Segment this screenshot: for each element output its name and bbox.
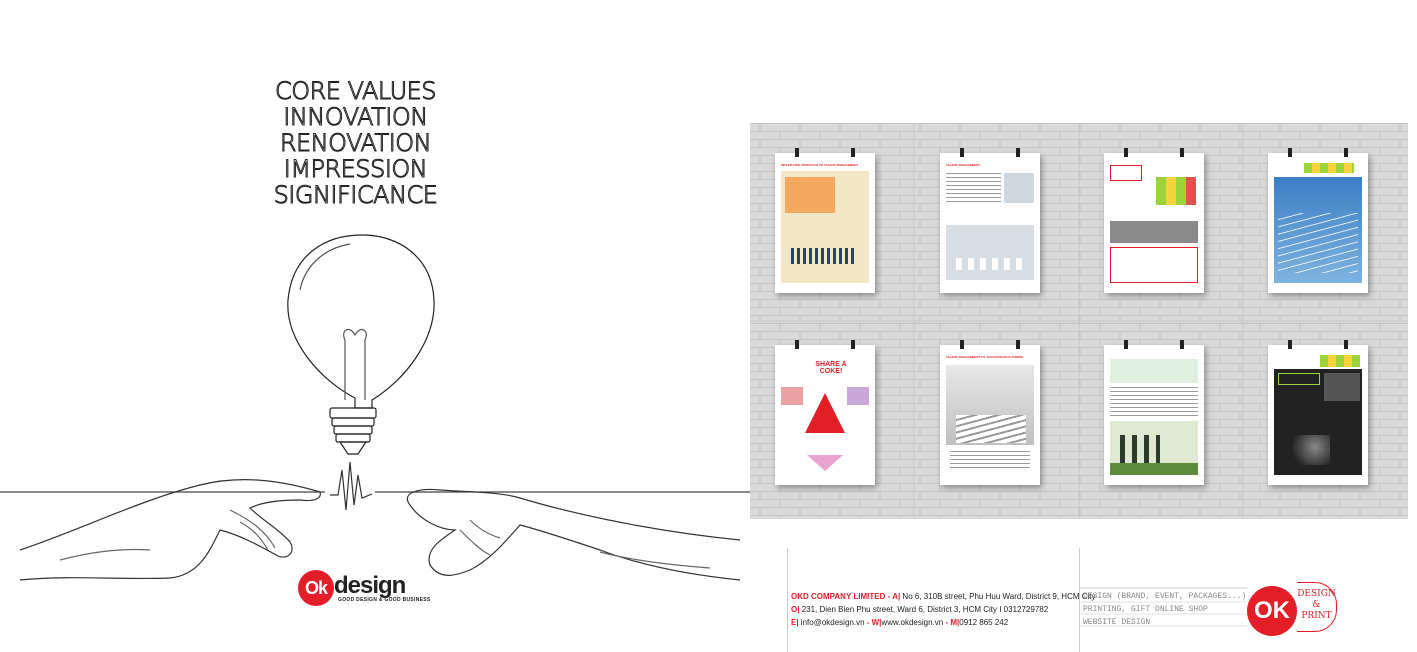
poster-graphic [847, 387, 869, 405]
service-item: WEBSITE DESIGN [1083, 618, 1151, 627]
poster-title: TALENT MANAGEMENT VS. SUCCESSION PLANNING [946, 355, 1024, 359]
clip-icon [960, 340, 964, 349]
left-hand [20, 480, 320, 580]
poster-2[interactable] [940, 153, 1040, 293]
poster-1[interactable] [775, 153, 875, 293]
badge-line: PRINT [1301, 611, 1332, 621]
clip-icon [1016, 340, 1020, 349]
clip-icon [960, 148, 964, 157]
company-line [791, 592, 1096, 601]
poster-graphic [1110, 463, 1198, 475]
poster-graphic [956, 258, 1026, 270]
clip-icon [851, 340, 855, 349]
logo-wordmark: design [334, 572, 406, 599]
clip-icon [1124, 148, 1128, 157]
poster-graphic [1110, 165, 1142, 181]
office-line [791, 605, 1048, 614]
contact-footer [787, 548, 1347, 652]
poster-graphic [1120, 435, 1160, 465]
poster-5[interactable] [775, 345, 875, 485]
poster-graphic [805, 393, 845, 433]
office-address: 231, Dien Bien Phu street, Ward 6, District 3, HCM City I 0312729782 [799, 605, 1049, 614]
ok-logo-badge: OK [1247, 586, 1297, 636]
logo-tagline: GOOD DESIGN & GOOD BUSINESS [338, 597, 431, 603]
web-label: - W| [864, 618, 882, 627]
value-line: INNOVATION [283, 103, 428, 131]
poster-4[interactable] [1268, 153, 1368, 293]
poster-graphic [807, 455, 843, 471]
poster-graphic [956, 415, 1026, 443]
mobile-label: - M| [943, 618, 960, 627]
poster-graphic [1110, 247, 1198, 283]
design-print-badge [1297, 582, 1337, 632]
badge-line: & [1312, 600, 1321, 610]
clip-icon [1016, 148, 1020, 157]
poster-graphic [1110, 221, 1198, 243]
poster-wall [750, 123, 1408, 519]
core-values [258, 78, 453, 208]
poster-graphic [785, 177, 835, 213]
clip-icon [1288, 340, 1292, 349]
poster-graphic [1278, 213, 1358, 273]
poster-graphic [946, 225, 1034, 280]
poster-6[interactable] [940, 345, 1040, 485]
address: No 6, 310B street, Phu Huu Ward, District 9, HCM City [900, 592, 1096, 601]
poster-title: SHARE A COKE! [815, 361, 847, 375]
poster-graphic [1304, 163, 1354, 173]
poster-graphic [1156, 177, 1196, 205]
logo-ok-mark: Ok [298, 570, 334, 606]
poster-8[interactable] [1268, 345, 1368, 485]
lightbulb-icon [288, 235, 434, 408]
badge-line: DESIGN [1297, 589, 1336, 599]
poster-graphic [1110, 387, 1198, 417]
clip-icon [1180, 148, 1184, 157]
clip-icon [1344, 148, 1348, 157]
email-label: E| [791, 618, 799, 627]
address-label: - A| [885, 592, 901, 601]
poster-graphic [1280, 435, 1330, 465]
value-line: IMPRESSION [283, 155, 428, 183]
poster-title: INTEGRATED APPROACH TO TALENT MANAGEMENT [781, 163, 859, 167]
poster-graphic [791, 248, 856, 264]
value-line: CORE VALUES [274, 77, 437, 105]
service-item: PRINTING, GIFT ONLINE SHOP [1083, 605, 1208, 614]
poster-graphic [1004, 173, 1034, 203]
poster-graphic [1324, 373, 1360, 401]
value-line: RENOVATION [279, 129, 432, 157]
clip-icon [1124, 340, 1128, 349]
clip-icon [1344, 340, 1348, 349]
website-link[interactable]: www.okdesign.vn [881, 618, 944, 627]
clip-icon [851, 148, 855, 157]
poster-graphic [1110, 359, 1198, 383]
poster-graphic [1320, 355, 1360, 367]
value-line: SIGNIFICANCE [273, 181, 438, 209]
poster-graphic [950, 451, 1030, 471]
clip-icon [795, 340, 799, 349]
email-link[interactable]: info@okdesign.vn [798, 618, 865, 627]
clip-icon [795, 148, 799, 157]
poster-title: TALENT MANAGEMENT [946, 163, 981, 167]
poster-7[interactable] [1104, 345, 1204, 485]
poster-3[interactable] [1104, 153, 1204, 293]
office-label: O| [791, 605, 800, 614]
clip-icon [1288, 148, 1292, 157]
mobile-number: 0912 865 242 [959, 618, 1009, 627]
contact-line [791, 618, 1008, 627]
company-name: OKD COMPANY LIMITED [791, 592, 886, 601]
poster-graphic [1278, 373, 1320, 385]
clip-icon [1180, 340, 1184, 349]
poster-graphic [946, 173, 1001, 203]
service-item: DESIGN (BRAND, EVENT, PACKAGES...) [1083, 592, 1247, 601]
poster-graphic [781, 387, 803, 405]
okdesign-logo [298, 570, 431, 606]
